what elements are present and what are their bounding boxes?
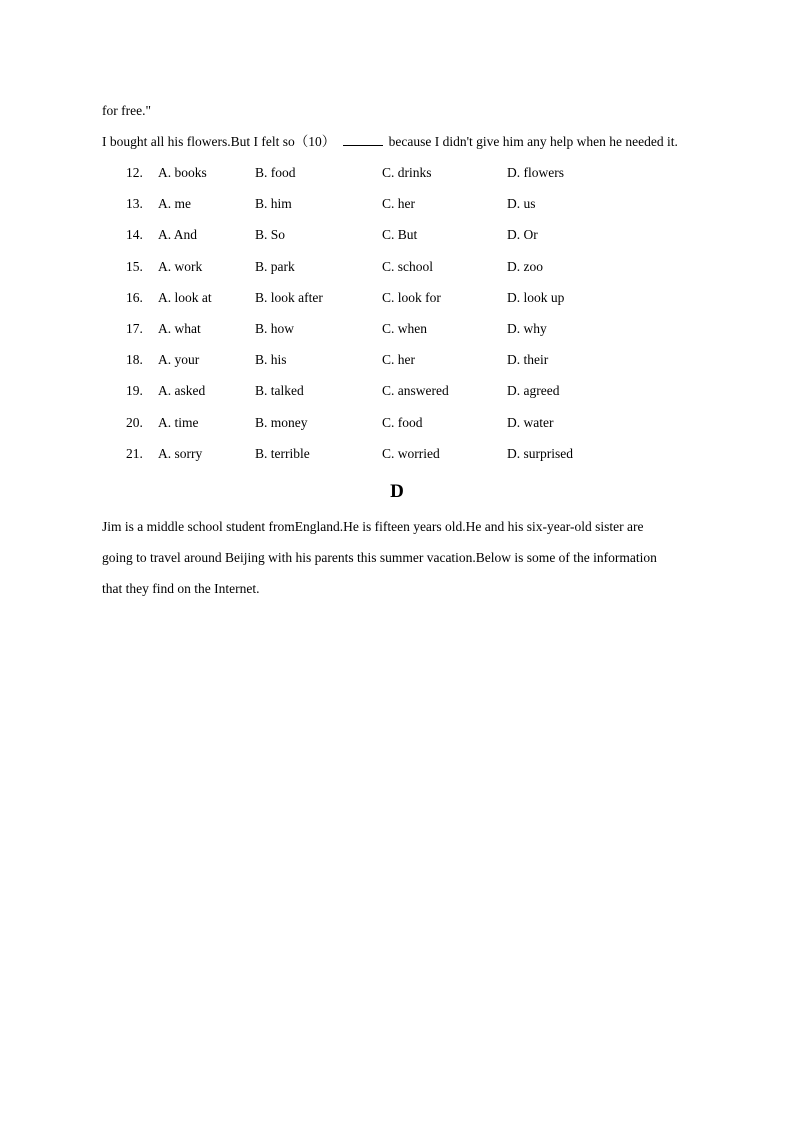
option-a: A. And	[158, 227, 198, 243]
option-b: B. look after	[255, 289, 323, 305]
question-number: 17.	[126, 320, 143, 336]
option-c: C. school	[382, 258, 434, 274]
question-number: 21.	[126, 445, 143, 461]
option-a: A. what	[158, 320, 201, 336]
question-number: 13.	[126, 196, 143, 212]
option-d: D. flowers	[507, 165, 564, 180]
option-a: A. books	[158, 165, 207, 180]
option-a: A. work	[158, 258, 203, 274]
question-row	[126, 195, 726, 226]
option-d: D. agreed	[507, 383, 560, 399]
question-number: 19.	[126, 383, 143, 399]
passage-line-2-before: I bought all his flowers.But I felt so（10）	[102, 134, 336, 149]
option-b: B. how	[255, 320, 295, 336]
option-b: B. terrible	[255, 445, 310, 461]
option-d: D. us	[507, 196, 536, 212]
option-a: A. me	[158, 196, 191, 212]
option-c: C. her	[382, 352, 415, 368]
option-d: D. zoo	[507, 258, 543, 274]
option-c: C. when	[382, 320, 427, 336]
question-row	[126, 414, 726, 445]
question-row	[126, 226, 726, 257]
option-d: D. look up	[507, 289, 565, 305]
paragraph-line: Jim is a middle school student fromEngland.He is fifteen years old.He and his six-year-old sister are	[102, 519, 644, 534]
option-d: D. their	[507, 352, 549, 368]
option-a: A. sorry	[158, 445, 203, 461]
option-c: C. But	[382, 227, 418, 243]
option-b: B. food	[255, 165, 296, 180]
option-c: C. answered	[382, 383, 449, 399]
passage-line-2-after: because I didn't give him any help when he needed it.	[388, 134, 678, 149]
option-b: B. his	[255, 352, 287, 368]
option-b: B. talked	[255, 383, 304, 399]
option-d: D. water	[507, 414, 554, 430]
option-a: A. your	[158, 352, 200, 368]
passage-line-2	[102, 133, 678, 151]
option-b: B. park	[255, 258, 295, 274]
question-number: 18.	[126, 352, 143, 368]
question-row	[126, 320, 726, 351]
question-number: 12.	[126, 165, 143, 180]
option-a: A. look at	[158, 289, 212, 305]
section-title: D	[390, 481, 404, 502]
option-a: A. time	[158, 414, 199, 430]
paragraph-line: that they find on the Internet.	[102, 581, 260, 596]
option-c: C. worried	[382, 445, 440, 461]
question-number: 14.	[126, 227, 143, 243]
option-a: A. asked	[158, 383, 206, 399]
question-row	[126, 258, 726, 289]
question-number: 20.	[126, 414, 143, 430]
question-row	[126, 445, 726, 476]
question-row	[126, 351, 726, 382]
option-b: B. So	[255, 227, 286, 243]
question-number: 16.	[126, 289, 143, 305]
question-number: 15.	[126, 258, 143, 274]
paragraph-line: going to travel around Beijing with his parents this summer vacation.Below is some of the information	[102, 550, 657, 565]
option-b: B. money	[255, 414, 308, 430]
option-c: C. her	[382, 196, 415, 212]
passage-line-1: for free."	[102, 103, 151, 118]
option-c: C. food	[382, 414, 423, 430]
question-list	[126, 164, 726, 476]
answer-blank	[343, 133, 383, 146]
option-c: C. look for	[382, 289, 441, 305]
option-d: D. surprised	[507, 445, 573, 461]
option-d: D. why	[507, 320, 547, 336]
question-row	[126, 164, 726, 195]
question-row	[126, 289, 726, 320]
option-c: C. drinks	[382, 165, 432, 180]
question-row	[126, 382, 726, 413]
option-b: B. him	[255, 196, 292, 212]
option-d: D. Or	[507, 227, 538, 243]
